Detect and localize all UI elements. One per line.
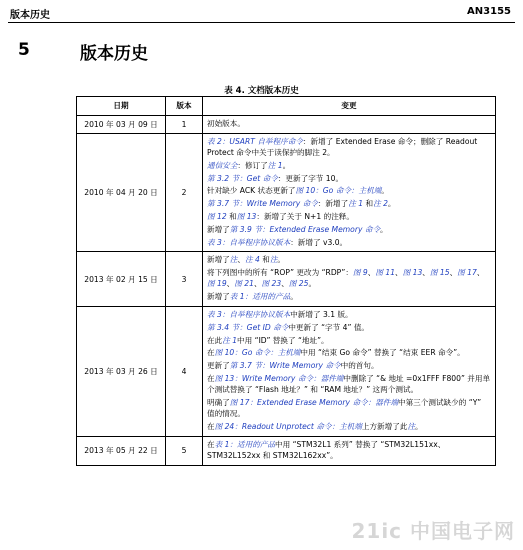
cross-reference-link[interactable]: 注 1 bbox=[348, 199, 364, 209]
change-text: 中第三个测试缺少的 “Y” 值的情况。 bbox=[207, 397, 482, 419]
revision-date: 2010 年 04 月 20 日 bbox=[77, 133, 166, 252]
change-text: 初始版本。 bbox=[207, 119, 245, 128]
cross-reference-link[interactable]: 注 4 bbox=[244, 255, 260, 265]
cross-reference-link[interactable]: 图 11 bbox=[375, 268, 396, 278]
revision-changes bbox=[203, 116, 496, 134]
running-header-title: 版本历史 bbox=[10, 10, 50, 21]
cross-reference-link[interactable]: 第 3.7 节：Write Memory 命令 bbox=[207, 199, 318, 209]
revision-changes bbox=[203, 306, 496, 436]
cross-reference-link[interactable]: 注 bbox=[229, 255, 238, 265]
cross-reference-link[interactable]: 图 13 bbox=[236, 211, 257, 221]
change-text: 、 bbox=[449, 268, 458, 278]
change-text: 和 bbox=[363, 199, 374, 209]
revision-date: 2013 年 05 月 22 日 bbox=[77, 436, 166, 465]
change-item bbox=[207, 373, 491, 395]
header-divider bbox=[8, 22, 515, 23]
change-item bbox=[207, 309, 491, 320]
revision-date: 2013 年 03 月 26 日 bbox=[77, 306, 166, 436]
change-text: 新增了 bbox=[207, 224, 230, 234]
cross-reference-link[interactable]: 第 3.7 节：Write Memory 命令 bbox=[229, 361, 341, 371]
cross-reference-link[interactable]: 第 3.4 节：Get ID 命令 bbox=[207, 322, 289, 332]
change-item bbox=[207, 360, 491, 371]
change-text: 新增了 bbox=[207, 292, 230, 302]
change-text: 和 bbox=[259, 255, 270, 265]
change-text: 在 bbox=[207, 439, 215, 449]
change-text: 中更新了 “字节 4” 值。 bbox=[288, 322, 370, 332]
revision-changes bbox=[203, 133, 496, 252]
change-item bbox=[207, 267, 491, 289]
change-text: 在 bbox=[207, 373, 215, 383]
cross-reference-link[interactable]: 第 3.2 节：Get 命令 bbox=[207, 173, 278, 183]
change-text: 。 bbox=[387, 199, 396, 209]
change-text: ：新增了 v3.0。 bbox=[290, 237, 348, 247]
cross-reference-link[interactable]: 注 bbox=[269, 255, 278, 265]
cross-reference-link[interactable]: 表 1：适用的产品 bbox=[214, 439, 275, 449]
change-text: 在 bbox=[207, 348, 215, 358]
change-text: 中用 “结束 Go 命令” 替换了 “结束 EER 命令”。 bbox=[300, 348, 465, 358]
change-text: 、 bbox=[395, 268, 403, 278]
change-item bbox=[207, 291, 491, 302]
change-text: 中的首句。 bbox=[340, 361, 379, 371]
cross-reference-link[interactable]: 图 10：Go 命令：主机端 bbox=[295, 186, 382, 196]
change-item bbox=[207, 198, 491, 209]
change-text: 、 bbox=[253, 279, 262, 289]
cross-reference-link[interactable]: 注 2 bbox=[373, 199, 388, 209]
change-text: 明确了 bbox=[207, 397, 230, 407]
table-row bbox=[77, 436, 496, 465]
change-text: 、 bbox=[281, 279, 289, 289]
document-id: AN3155 bbox=[467, 6, 511, 17]
change-text: 中删除了 “& 地址 =0x1FFF F800” 并用单个测试替换了 “Flash 地址？” 和 “RAM 地址？” 这两个测试。 bbox=[207, 373, 491, 395]
revision-number: 3 bbox=[166, 252, 203, 307]
change-text: ：新增了 Extended Erase 命令；删除了 Readout Protect 命令中关于读保护的脚注 2。 bbox=[207, 136, 478, 157]
change-item bbox=[207, 211, 491, 222]
change-text: 、 bbox=[237, 255, 245, 265]
change-text: 上方新增了此 bbox=[361, 421, 408, 431]
cross-reference-link[interactable]: 第 3.9 节：Extended Erase Memory 命令 bbox=[229, 224, 381, 234]
change-text: 。 bbox=[380, 224, 388, 234]
change-text: 新增了 bbox=[207, 255, 230, 265]
change-text: ：新增了关于 N+1 的注释。 bbox=[256, 211, 354, 221]
cross-reference-link[interactable]: 图 10：Go 命令：主机端 bbox=[214, 348, 301, 358]
change-item bbox=[207, 397, 491, 419]
column-header-date: 日期 bbox=[77, 97, 166, 116]
cross-reference-link[interactable]: 图 15 bbox=[429, 268, 450, 278]
cross-reference-link[interactable]: 图 9 bbox=[352, 268, 368, 278]
section-title: 版本历史 bbox=[80, 44, 148, 64]
table-row bbox=[77, 133, 496, 252]
cross-reference-link[interactable]: 表 3：自举程序协议版本 bbox=[207, 237, 291, 247]
change-text: 中新增了 3.1 版。 bbox=[290, 309, 353, 319]
change-item bbox=[207, 254, 491, 265]
change-text: 、 bbox=[367, 268, 376, 278]
change-text: 。 bbox=[381, 186, 389, 196]
revision-history-table bbox=[76, 96, 496, 466]
change-item bbox=[207, 224, 491, 235]
change-text: ：新增了 bbox=[317, 199, 349, 209]
change-text: 、 bbox=[476, 268, 485, 278]
cross-reference-link[interactable]: 图 17 bbox=[457, 268, 477, 278]
change-item bbox=[207, 136, 491, 158]
cross-reference-link[interactable]: 注 1 bbox=[267, 160, 283, 170]
column-header-version: 版本 bbox=[166, 97, 203, 116]
table-caption: 表 4. 文档版本历史 bbox=[224, 86, 299, 96]
change-text: 中用 “ID” 替换了 “地址”。 bbox=[237, 335, 329, 345]
cross-reference-link[interactable]: 图 13 bbox=[402, 268, 423, 278]
change-text: 。 bbox=[308, 279, 317, 289]
change-text: 、 bbox=[422, 268, 430, 278]
table-row bbox=[77, 252, 496, 307]
change-text: 中用 “STM32L1 系列” 替换了 “STM32L151xx、STM32L152xx 和 STM32L162xx”。 bbox=[207, 439, 446, 460]
cross-reference-link[interactable]: 图 23 bbox=[261, 279, 282, 289]
revision-number: 1 bbox=[166, 116, 203, 134]
cross-reference-link[interactable]: 图 19 bbox=[207, 279, 227, 289]
cross-reference-link[interactable]: 图 13：Write Memory 命令：器件端 bbox=[214, 373, 344, 383]
change-item bbox=[207, 237, 491, 248]
column-header-changes: 变更 bbox=[203, 97, 496, 116]
table-header-row bbox=[77, 97, 496, 116]
change-text: 、 bbox=[226, 279, 235, 289]
section-number: 5 bbox=[18, 40, 30, 60]
cross-reference-link[interactable]: 通信安全 bbox=[207, 160, 238, 170]
cross-reference-link[interactable]: 注 bbox=[407, 421, 416, 431]
revision-number: 4 bbox=[166, 306, 203, 436]
change-item bbox=[207, 160, 491, 171]
revision-date: 2013 年 02 月 15 日 bbox=[77, 252, 166, 307]
revision-changes bbox=[203, 252, 496, 307]
cross-reference-link[interactable]: 表 1：适用的产品 bbox=[229, 292, 291, 302]
change-text: 在 bbox=[207, 421, 215, 431]
cross-reference-link[interactable]: 图 17：Extended Erase Memory 命令：器件端 bbox=[229, 397, 398, 407]
change-item bbox=[207, 421, 491, 432]
change-text: 在此 bbox=[207, 335, 223, 345]
change-text: ：更新了字节 10。 bbox=[277, 173, 344, 183]
table-row bbox=[77, 306, 496, 436]
change-text: ：修订了 bbox=[237, 160, 268, 170]
change-item bbox=[207, 173, 491, 184]
cross-reference-link[interactable]: 表 3：自举程序协议版本 bbox=[207, 309, 291, 319]
cross-reference-link[interactable]: 注 1 bbox=[222, 335, 238, 345]
change-item bbox=[207, 118, 491, 129]
change-text: 。 bbox=[277, 255, 286, 265]
change-item bbox=[207, 439, 491, 461]
change-text: 。 bbox=[290, 292, 298, 302]
change-item bbox=[207, 185, 491, 196]
cross-reference-link[interactable]: 图 12 bbox=[207, 211, 227, 221]
revision-number: 2 bbox=[166, 133, 203, 252]
change-text: 更新了 bbox=[207, 361, 230, 371]
change-text: 将下列图中的所有 “ROP” 更改为 “RDP”： bbox=[207, 268, 353, 278]
change-text: 针对缺少 ACK 状态更新了 bbox=[207, 186, 296, 196]
cross-reference-link[interactable]: 表 2：USART 自举程序命令 bbox=[207, 136, 303, 146]
change-text: 。 bbox=[282, 160, 291, 170]
cross-reference-link[interactable]: 图 21 bbox=[234, 279, 254, 289]
change-text: 。 bbox=[415, 421, 423, 431]
revision-date: 2010 年 03 月 09 日 bbox=[77, 116, 166, 134]
change-item bbox=[207, 347, 491, 358]
watermark-logo: 21ic 中国电子网 bbox=[351, 519, 515, 543]
change-item bbox=[207, 335, 491, 346]
revision-changes bbox=[203, 436, 496, 465]
change-text: 和 bbox=[226, 211, 237, 221]
revision-number: 5 bbox=[166, 436, 203, 465]
change-item bbox=[207, 322, 491, 333]
table-row bbox=[77, 116, 496, 134]
cross-reference-link[interactable]: 图 24：Readout Unprotect 命令：主机端 bbox=[214, 421, 362, 431]
cross-reference-link[interactable]: 图 25 bbox=[288, 279, 309, 289]
